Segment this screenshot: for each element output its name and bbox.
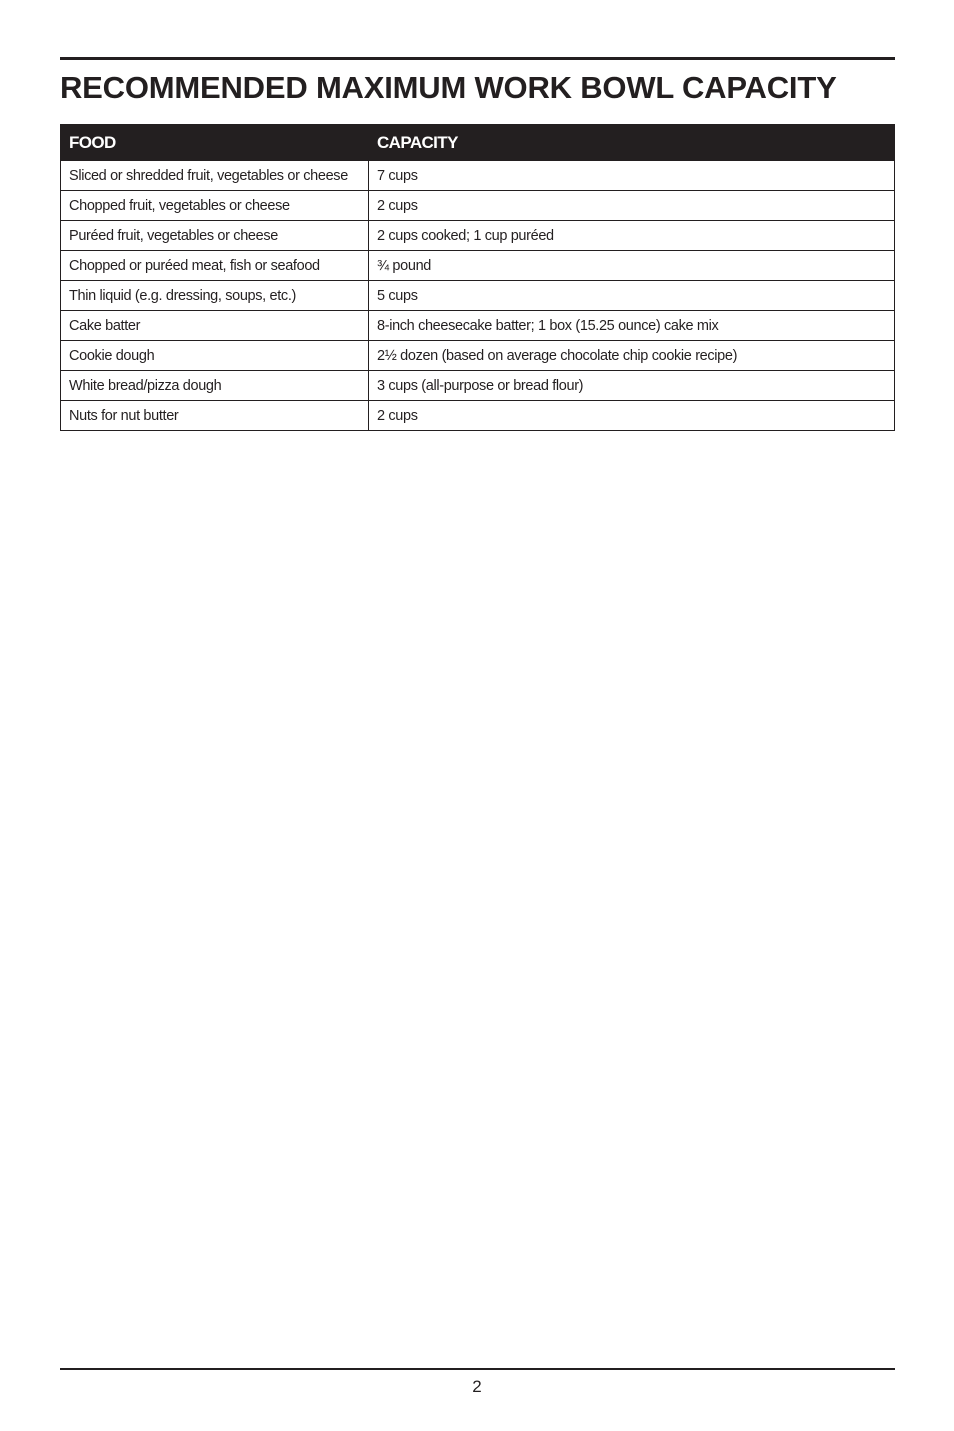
capacity-cell: 8-inch cheesecake batter; 1 box (15.25 ounce) cake mix	[369, 311, 895, 341]
table-row	[61, 371, 895, 401]
footer-rule	[60, 1368, 895, 1370]
food-cell: Puréed fruit, vegetables or cheese	[61, 221, 369, 251]
food-cell: Cookie dough	[61, 341, 369, 371]
food-cell: Thin liquid (e.g. dressing, soups, etc.)	[61, 281, 369, 311]
capacity-cell: 5 cups	[369, 281, 895, 311]
food-column-header: FOOD	[61, 125, 369, 161]
table-row	[61, 341, 895, 371]
table-row	[61, 221, 895, 251]
top-rule	[60, 57, 895, 60]
capacity-cell: 2 cups	[369, 401, 895, 431]
capacity-cell: 2½ dozen (based on average chocolate chip cookie recipe)	[369, 341, 895, 371]
food-cell: Sliced or shredded fruit, vegetables or cheese	[61, 161, 369, 191]
page-title: RECOMMENDED MAXIMUM WORK BOWL CAPACITY	[60, 70, 837, 105]
table-row	[61, 191, 895, 221]
food-cell: Nuts for nut butter	[61, 401, 369, 431]
table-row	[61, 251, 895, 281]
capacity-cell: ¾ pound	[369, 251, 895, 281]
capacity-cell: 3 cups (all-purpose or bread flour)	[369, 371, 895, 401]
food-cell: White bread/pizza dough	[61, 371, 369, 401]
table-row	[61, 161, 895, 191]
food-cell: Chopped fruit, vegetables or cheese	[61, 191, 369, 221]
capacity-cell: 7 cups	[369, 161, 895, 191]
food-cell: Chopped or puréed meat, fish or seafood	[61, 251, 369, 281]
capacity-table	[60, 124, 895, 431]
table-row	[61, 311, 895, 341]
capacity-column-header: CAPACITY	[369, 125, 895, 161]
table-row	[61, 281, 895, 311]
table-row	[61, 401, 895, 431]
capacity-cell: 2 cups	[369, 191, 895, 221]
page-number: 2	[472, 1377, 482, 1396]
food-cell: Cake batter	[61, 311, 369, 341]
capacity-cell: 2 cups cooked; 1 cup puréed	[369, 221, 895, 251]
table-header-row	[61, 125, 895, 161]
